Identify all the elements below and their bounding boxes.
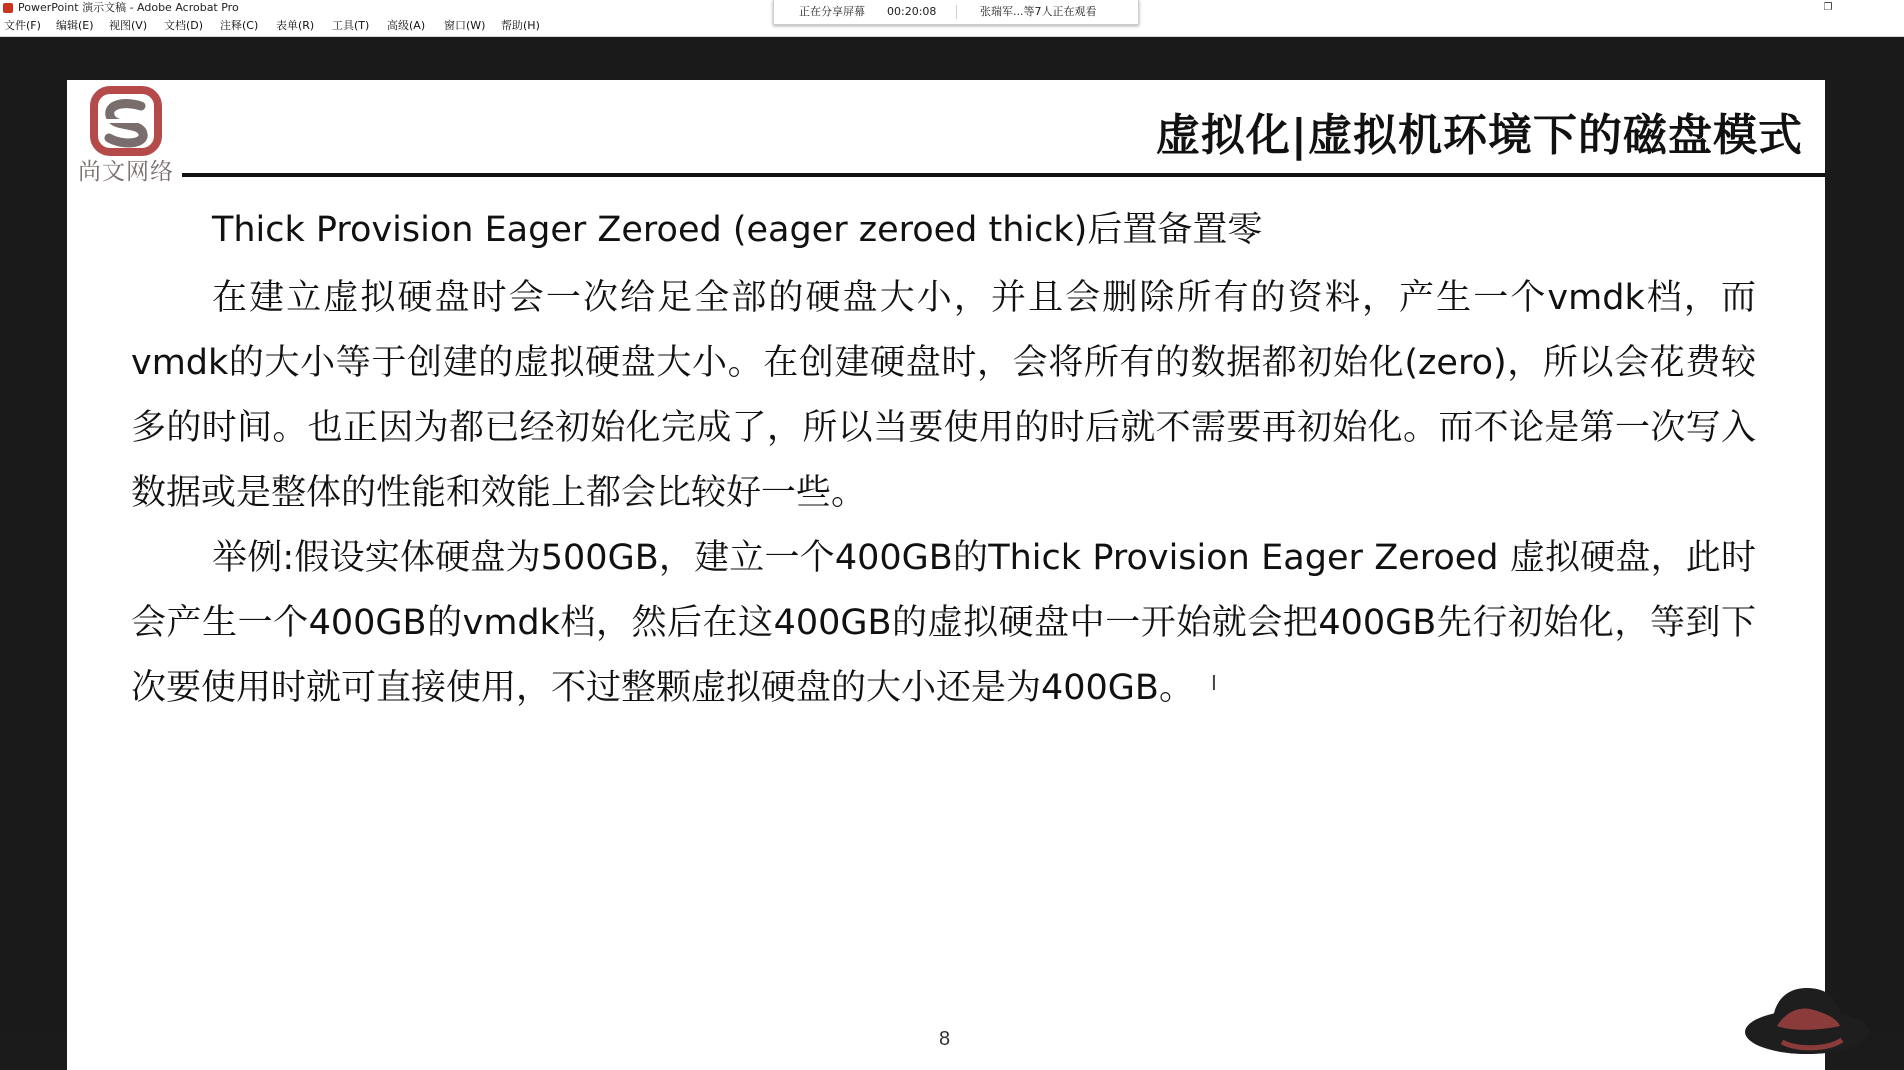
- menu-view[interactable]: 视图(V): [109, 19, 148, 32]
- menu-edit[interactable]: 编辑(E): [56, 19, 94, 32]
- paragraph-example: 举例:假设实体硬盘为500GB，建立一个400GB的Thick Provision Eager Zeroed 虚拟硬盘，此时会产生一个400GB的vmdk档，然后在这400GB的虚拟硬盘中一开始就会把400GB先行初始化，等到下次要使用时就可直接使用，不过整颗虚拟硬盘的大小还是为400GB。: [131, 538, 1756, 708]
- slide-page: [67, 80, 1825, 1070]
- menu-help[interactable]: 帮助(H): [501, 19, 540, 32]
- paragraph-heading: Thick Provision Eager Zeroed (eager zeroed thick)后置备置零: [212, 210, 1263, 250]
- window-title: PowerPoint 演示文稿 - Adobe Acrobat Pro: [18, 1, 239, 14]
- menu-window[interactable]: 窗口(W): [444, 19, 486, 32]
- red-hat-mascot-icon: [1742, 980, 1872, 1060]
- menu-comment[interactable]: 注释(C): [220, 19, 259, 32]
- paragraph-description: 在建立虚拟硬盘时会一次给足全部的硬盘大小，并且会删除所有的资料，产生一个vmdk档，而vmdk的大小等于创建的虚拟硬盘大小。在创建硬盘时，会将所有的数据都初始化(zero)，所以会花费较多的时间。也正因为都已经初始化完成了，所以当要使用的时后就不需要再初始化。而不论是第一次写入数据或是整体的性能和效能上都会比较好一些。: [131, 278, 1756, 513]
- slide-body: [131, 200, 1756, 721]
- share-viewers[interactable]: 张瑞军...等7人正在观看: [980, 5, 1097, 18]
- share-timer: 00:20:08: [887, 5, 937, 18]
- logo-icon: [71, 86, 181, 156]
- title-divider: [182, 173, 1825, 177]
- share-divider: [956, 5, 957, 19]
- menu-advanced[interactable]: 高级(A): [387, 19, 426, 32]
- menu-document[interactable]: 文档(D): [164, 19, 204, 32]
- page-number: 8: [939, 1028, 951, 1050]
- menu-forms[interactable]: 表单(R): [276, 19, 315, 32]
- share-status: 正在分享屏幕: [799, 5, 865, 18]
- restore-button[interactable]: ❐: [1823, 2, 1833, 13]
- screen-share-bar[interactable]: [773, 0, 1139, 25]
- acrobat-app-icon: [3, 3, 13, 13]
- slide-title: 虚拟化|虚拟机环境下的磁盘模式: [1155, 110, 1803, 161]
- menu-tools[interactable]: 工具(T): [332, 19, 370, 32]
- logo-text: 尚文网络: [78, 159, 174, 185]
- company-logo: [71, 86, 181, 186]
- document-workspace: [0, 37, 1904, 1050]
- text-cursor-icon: I: [1211, 671, 1217, 695]
- menu-file[interactable]: 文件(F): [4, 19, 41, 32]
